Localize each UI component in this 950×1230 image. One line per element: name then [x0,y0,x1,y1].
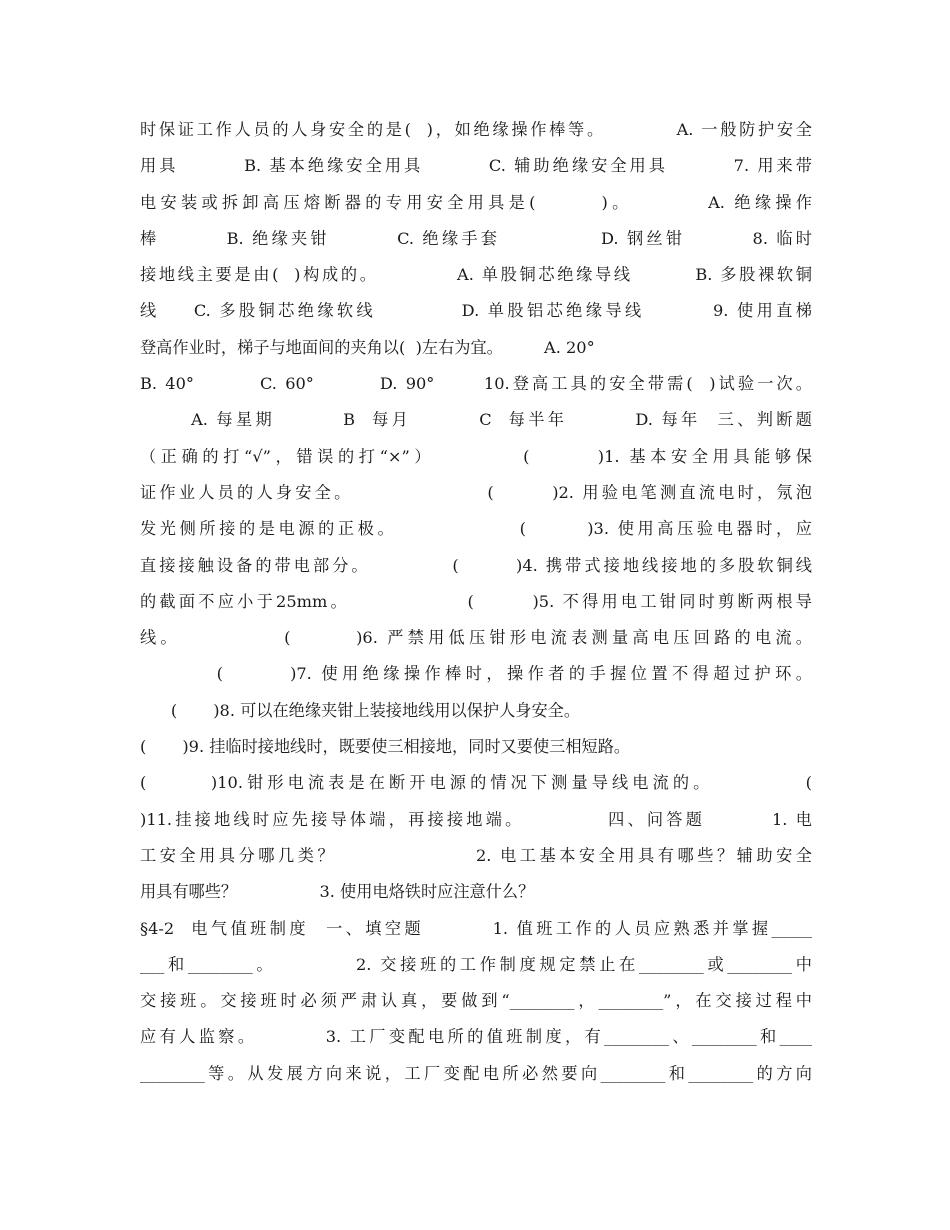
text-line: ( )7. 使用绝缘操作棒时，操作者的手握位置不得超过护环。 [140,664,812,684]
text-line: 直接接触设备的带电部分。 ( )4. 携带式接地线接地的多股软铜线 [140,555,812,575]
text-line: ___和________。 2. 交接班的工作制度规定禁止在________或________中 [140,954,812,974]
text-line: B. 40° C. 60° D. 90° 10.登高工具的安全带需( )试验一次。 [140,374,812,394]
text-line: ________等。从发展方向来说，工厂变配电所必然要向________和________的方向 [140,1063,812,1083]
text-line: A. 每星期 B 每月 C 每半年 D. 每年 三、判断题 [140,410,812,430]
text-line: 登高作业时，梯子与地面间的夹角以( )左右为宜。 A. 20° [140,337,595,357]
document-body [140,112,812,1092]
text-line: 接地线主要是由( )构成的。 A. 单股铜芯绝缘导线 B. 多股裸软铜 [140,265,812,285]
text-line: ( )10.钳形电流表是在断开电源的情况下测量导线电流的。 ( [140,773,812,793]
text-line: 棒 B. 绝缘夹钳 C. 绝缘手套 D. 钢丝钳 8. 临时 [140,228,812,248]
text-line: 用具有哪些？ 3. 使用电烙铁时应注意什么？ [140,882,535,902]
text-line: 时保证工作人员的人身安全的是( )，如绝缘操作棒等。 A. 一般防护安全 [140,120,812,139]
text-line: （正确的打“√”，错误的打“×”） ( )1. 基本安全用具能够保 [140,446,812,466]
text-line: §4-2 电气值班制度 一、填空题 1. 值班工作的人员应熟悉并掌握_____ [140,918,812,938]
text-line: 电安装或拆卸高压熔断器的专用安全用具是( )。 A. 绝缘操作 [140,192,812,212]
text-line: 工安全用具分哪几类？ 2. 电工基本安全用具有哪些？辅助安全 [140,845,812,865]
text-line: ( )9. 挂临时接地线时，既要使三相接地，同时又要使三相短路。 [140,737,631,757]
text-line: 应有人监察。 3. 工厂变配电所的值班制度，有________、________和____ [140,1027,812,1047]
text-line: )11.挂接地线时应先接导体端，再接接地端。 四、问答题 1. 电 [140,809,812,829]
text-line: 证作业人员的人身安全。 ( )2. 用验电笔测直流电时，氖泡 [140,482,812,502]
text-line: 用具 B. 基本绝缘安全用具 C. 辅助绝缘安全用具 7. 用来带 [140,156,812,176]
text-line: 发光侧所接的是电源的正极。 ( )3. 使用高压验电器时，应 [140,519,812,539]
text-line: 线 C. 多股铜芯绝缘软线 D. 单股铝芯绝缘导线 9. 使用直梯 [140,301,812,321]
text-line: 交接班。交接班时必须严肃认真，要做到“________，________”，在交接过程中 [140,991,812,1011]
text-line: 的截面不应小于25mm。 ( )5. 不得用电工钳同时剪断两根导 [140,591,812,611]
text-line: 线。 ( )6. 严禁用低压钳形电流表测量高电压回路的电流。 [140,628,812,648]
text-line: ( )8. 可以在绝缘夹钳上装接地线用以保护人身安全。 [140,700,581,720]
